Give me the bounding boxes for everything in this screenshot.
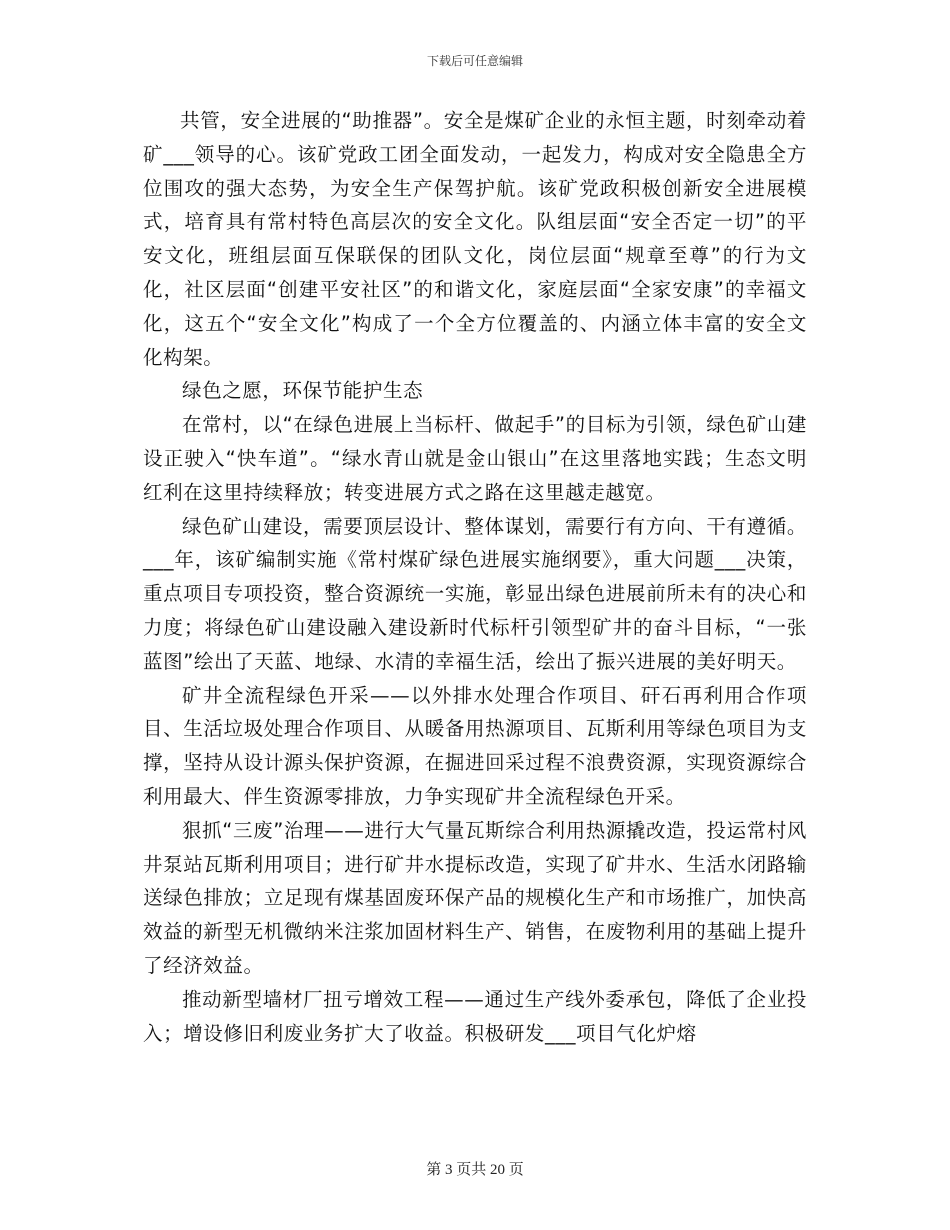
section-heading: 绿色之愿，环保节能护生态 [182, 379, 424, 403]
page-header: 下载后可任意编辑 [426, 54, 523, 68]
page-footer: 第 3 页共 20 页 [426, 1162, 524, 1178]
paragraph: 推动新型墙材厂扭亏增效工程——通过生产线外委承包，降低了企业投入；增设修旧利废业务扩大了收益。积极研发___项目气化炉熔 [143, 987, 807, 1045]
paragraph: 绿色矿山建设，需要顶层设计、整体谋划，需要行有方向、干有遵循。___年，该矿编制实施《常村煤矿绿色进展实施纲要》，重大问题___决策，重点项目专项投资，整合资源统一实施，彰显出绿色进展前所未有的决心和力度；将绿色矿山建设融入建设新时代标杆引领型矿井的奋斗目标，“一张蓝图”绘出了天蓝、地绿、水清的幸福生活，绘出了振兴进展的美好明天。 [143, 514, 807, 673]
paragraph: 在常村，以“在绿色进展上当标杆、做起手”的目标为引领，绿色矿山建设正驶入“快车道”。“绿水青山就是金山银山”在这里落地实践；生态文明红利在这里持续释放；转变进展方式之路在这里越走越宽。 [143, 413, 807, 504]
paragraph: 狠抓“三废”治理——进行大气量瓦斯综合利用热源撬改造，投运常村风井泵站瓦斯利用项目；进行矿井水提标改造，实现了矿井水、生活水闭路输送绿色排放；立足现有煤基固废环保产品的规模化生产和市场推广，加快高效益的新型无机微纳米注浆加固材料生产、销售，在废物利用的基础上提升了经济效益。 [143, 818, 807, 977]
document-body [143, 104, 807, 1050]
paragraph: 共管，安全进展的“助推器”。安全是煤矿企业的永恒主题，时刻牵动着矿___领导的心。该矿党政工团全面发动，一起发力，构成对安全隐患全方位围攻的强大态势，为安全生产保驾护航。该矿党政积极创新安全进展模式，培育具有常村特色高层次的安全文化。队组层面“安全否定一切”的平安文化，班组层面互保联保的团队文化，岗位层面“规章至尊”的行为文化，社区层面“创建平安社区”的和谐文化，家庭层面“全家安康”的幸福文化，这五个“安全文化”构成了一个全方位覆盖的、内涵立体丰富的安全文化构架。 [143, 109, 807, 369]
paragraph: 矿井全流程绿色开采——以外排水处理合作项目、矸石再利用合作项目、生活垃圾处理合作项目、从暖备用热源项目、瓦斯利用等绿色项目为支撑，坚持从设计源头保护资源，在掘进回采过程不浪费资源，实现资源综合利用最大、伴生资源零排放，力争实现矿井全流程绿色开采。 [143, 683, 807, 808]
